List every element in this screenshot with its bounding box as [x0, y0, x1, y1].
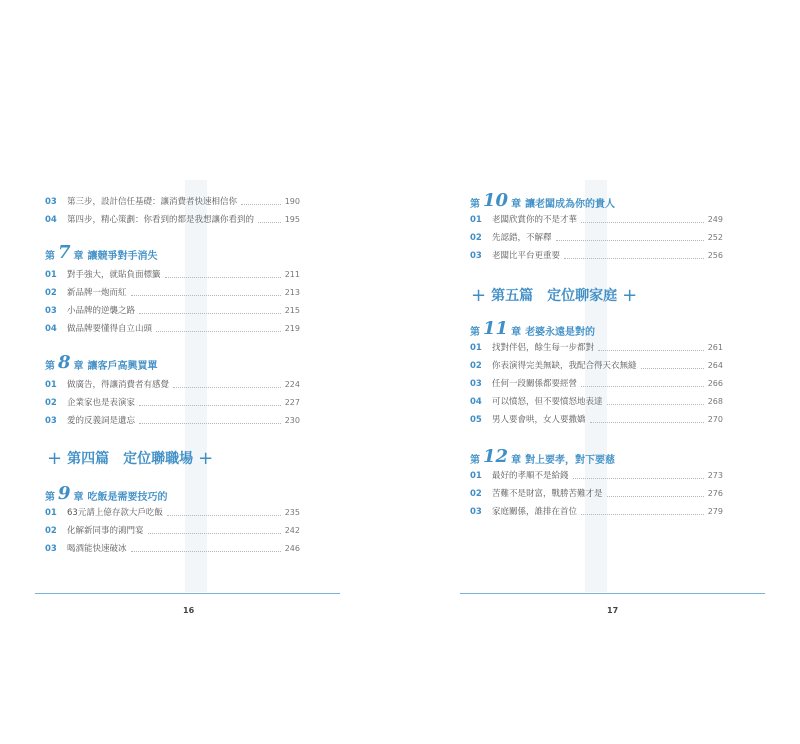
- leader-dots: [581, 514, 704, 515]
- chapter-suffix: 章: [511, 327, 522, 338]
- right-page: [400, 0, 800, 744]
- leader-dots: [581, 386, 704, 387]
- leader-dots: [131, 295, 281, 296]
- entry-title: 第三步，設計信任基礎：讓消費者快速相信你: [67, 197, 238, 207]
- chapter-number: 12: [483, 446, 509, 467]
- entry-page: 276: [707, 489, 723, 498]
- entry-title: 你表演得完美無缺，我配合得天衣無縫: [492, 361, 637, 371]
- entry-page: 264: [707, 361, 723, 370]
- chapter-suffix: 章: [73, 492, 84, 503]
- toc-entry: [470, 339, 723, 353]
- toc-entry: [45, 266, 300, 280]
- entry-title: 小品牌的逆襲之路: [67, 306, 136, 316]
- leader-dots: [573, 478, 704, 479]
- entry-number: 04: [45, 215, 57, 225]
- toc-entry: [470, 211, 723, 225]
- toc-entry: [470, 411, 723, 425]
- entry-number: 02: [45, 526, 57, 536]
- toc-entry: [45, 284, 300, 298]
- entry-title: 最好的孝順不是給錢: [492, 471, 569, 481]
- chapter-title: 讓老闆成為你的貴人: [525, 199, 616, 210]
- entry-page: 195: [284, 215, 300, 224]
- leader-dots: [139, 313, 281, 314]
- chapter-suffix: 章: [511, 199, 522, 210]
- leader-dots: [581, 222, 704, 223]
- chapter-suffix: 章: [73, 251, 84, 262]
- chapter-prefix: 第: [470, 455, 480, 466]
- toc-entry: [45, 504, 300, 518]
- entry-title: 家庭關係，誰排在首位: [492, 507, 578, 517]
- entry-number: 02: [470, 233, 482, 243]
- entry-page: 213: [284, 288, 300, 297]
- page-number: 16: [183, 606, 195, 615]
- entry-page: 227: [284, 398, 300, 407]
- toc-entry: [45, 302, 300, 316]
- entry-number: 03: [470, 379, 482, 389]
- chapter-prefix: 第: [470, 199, 480, 210]
- chapter-prefix: 第: [45, 251, 55, 262]
- leader-dots: [139, 405, 281, 406]
- toc-entry: [470, 467, 723, 481]
- entry-title: 新品牌一炮而紅: [67, 288, 127, 298]
- entry-title: 苦難不是財富，戰勝苦難才是: [492, 489, 603, 499]
- entry-page: 246: [284, 544, 300, 553]
- entry-title: 愛的反義詞是遺忘: [67, 416, 136, 426]
- entry-title: 63元請上億存款大戶吃飯: [67, 508, 163, 518]
- footer-rule: [35, 593, 340, 594]
- chapter-number: 10: [483, 190, 509, 211]
- entry-title: 老闆欣賞你的不是才華: [492, 215, 578, 225]
- chapter-title: 吃飯是需要技巧的: [87, 492, 168, 503]
- entry-page: 211: [284, 270, 300, 279]
- entry-page: 252: [707, 233, 723, 242]
- entry-page: 256: [707, 251, 723, 260]
- entry-page: 242: [284, 526, 300, 535]
- entry-title: 做廣告，得讓消費者有感覺: [67, 380, 170, 390]
- entry-page: 190: [284, 197, 300, 206]
- chapter-heading: [45, 242, 158, 262]
- part-title: 第五篇 定位聊家庭: [491, 288, 618, 304]
- entry-page: 268: [707, 397, 723, 406]
- chapter-title: 讓客戶高興買單: [87, 361, 158, 372]
- chapter-number: 9: [58, 483, 71, 504]
- leader-dots: [173, 387, 281, 388]
- entry-title: 對手強大，就貼負面標籤: [67, 270, 161, 280]
- part-heading: [466, 283, 642, 307]
- chapter-prefix: 第: [470, 327, 480, 338]
- entry-number: 02: [470, 489, 482, 499]
- leader-dots: [598, 350, 704, 351]
- entry-number: 01: [470, 471, 482, 481]
- toc-entry: [45, 522, 300, 536]
- entry-title: 找對伴侶，餘生每一步都對: [492, 343, 595, 353]
- chapter-heading: [45, 483, 168, 503]
- chapter-suffix: 章: [73, 361, 84, 372]
- entry-title: 做品牌要懂得自立山頭: [67, 324, 153, 334]
- entry-number: 05: [470, 415, 482, 425]
- entry-title: 男人要會哄，女人要撒嬌: [492, 415, 586, 425]
- chapter-suffix: 章: [511, 455, 522, 466]
- plus-icon: +: [622, 284, 638, 306]
- plus-icon: +: [198, 447, 214, 469]
- entry-page: 266: [707, 379, 723, 388]
- entry-title: 任何一段關係都要經營: [492, 379, 578, 389]
- entry-page: 224: [284, 380, 300, 389]
- entry-number: 01: [45, 508, 57, 518]
- chapter-heading: [45, 352, 158, 372]
- chapter-title: 對上要孝，對下要慈: [525, 455, 616, 466]
- leader-dots: [607, 496, 704, 497]
- leader-dots: [258, 222, 281, 223]
- plus-icon: +: [471, 284, 487, 306]
- entry-number: 04: [470, 397, 482, 407]
- entry-number: 01: [45, 270, 57, 280]
- leader-dots: [165, 277, 281, 278]
- part-title: 第四篇 定位聯職場: [67, 451, 194, 467]
- leader-dots: [556, 240, 704, 241]
- chapter-heading: [470, 446, 615, 466]
- leader-dots: [607, 404, 704, 405]
- entry-number: 03: [470, 251, 482, 261]
- entry-page: 261: [707, 343, 723, 352]
- toc-entry: [470, 229, 723, 243]
- entry-number: 03: [45, 197, 57, 207]
- chapter-title: 讓競爭對手消失: [87, 251, 158, 262]
- toc-entry: [470, 503, 723, 517]
- entry-page: 235: [284, 508, 300, 517]
- entry-title: 第四步，精心策劃：你看到的都是我想讓你看到的: [67, 215, 255, 225]
- leader-dots: [641, 368, 704, 369]
- toc-entry: [45, 540, 300, 554]
- chapter-heading: [470, 190, 615, 210]
- entry-title: 企業家也是表演家: [67, 398, 136, 408]
- entry-number: 03: [470, 507, 482, 517]
- entry-title: 喝酒能快速破冰: [67, 544, 127, 554]
- leader-dots: [590, 422, 704, 423]
- entry-number: 01: [45, 380, 57, 390]
- entry-page: 270: [707, 415, 723, 424]
- leader-dots: [241, 204, 281, 205]
- toc-entry: [45, 394, 300, 408]
- toc-entry: [45, 211, 300, 225]
- entry-page: 215: [284, 306, 300, 315]
- entry-number: 01: [470, 215, 482, 225]
- chapter-title: 老婆永遠是對的: [525, 327, 596, 338]
- entry-page: 219: [284, 324, 300, 333]
- leader-dots: [156, 331, 281, 332]
- entry-number: 02: [45, 398, 57, 408]
- entry-title: 老闆比平台更重要: [492, 251, 561, 261]
- entry-title: 化解新同事的鴻門宴: [67, 526, 144, 536]
- chapter-number: 7: [58, 242, 71, 263]
- leader-dots: [131, 551, 281, 552]
- chapter-number: 8: [58, 352, 71, 373]
- entry-page: 273: [707, 471, 723, 480]
- chapter-prefix: 第: [45, 361, 55, 372]
- entry-number: 02: [470, 361, 482, 371]
- toc-entry: [45, 412, 300, 426]
- toc-entry: [470, 247, 723, 261]
- entry-number: 03: [45, 416, 57, 426]
- entry-page: 230: [284, 416, 300, 425]
- footer-rule: [460, 593, 765, 594]
- leader-dots: [167, 515, 281, 516]
- toc-entry: [45, 376, 300, 390]
- toc-entry: [45, 320, 300, 334]
- toc-entry: [470, 375, 723, 389]
- toc-entry: [45, 193, 300, 207]
- entry-page: 249: [707, 215, 723, 224]
- entry-number: 03: [45, 306, 57, 316]
- entry-number: 04: [45, 324, 57, 334]
- part-heading: [42, 446, 218, 470]
- entry-title: 可以憤怒，但不要憤怒地表達: [492, 397, 603, 407]
- toc-entry: [470, 393, 723, 407]
- plus-icon: +: [47, 447, 63, 469]
- entry-number: 02: [45, 288, 57, 298]
- chapter-number: 11: [483, 318, 509, 339]
- entry-number: 01: [470, 343, 482, 353]
- leader-dots: [564, 258, 704, 259]
- entry-page: 279: [707, 507, 723, 516]
- toc-entry: [470, 357, 723, 371]
- chapter-prefix: 第: [45, 492, 55, 503]
- leader-dots: [148, 533, 281, 534]
- entry-number: 03: [45, 544, 57, 554]
- entry-title: 先認錯，不解釋: [492, 233, 552, 243]
- chapter-heading: [470, 318, 595, 338]
- page-number: 17: [607, 606, 619, 615]
- toc-entry: [470, 485, 723, 499]
- leader-dots: [139, 423, 281, 424]
